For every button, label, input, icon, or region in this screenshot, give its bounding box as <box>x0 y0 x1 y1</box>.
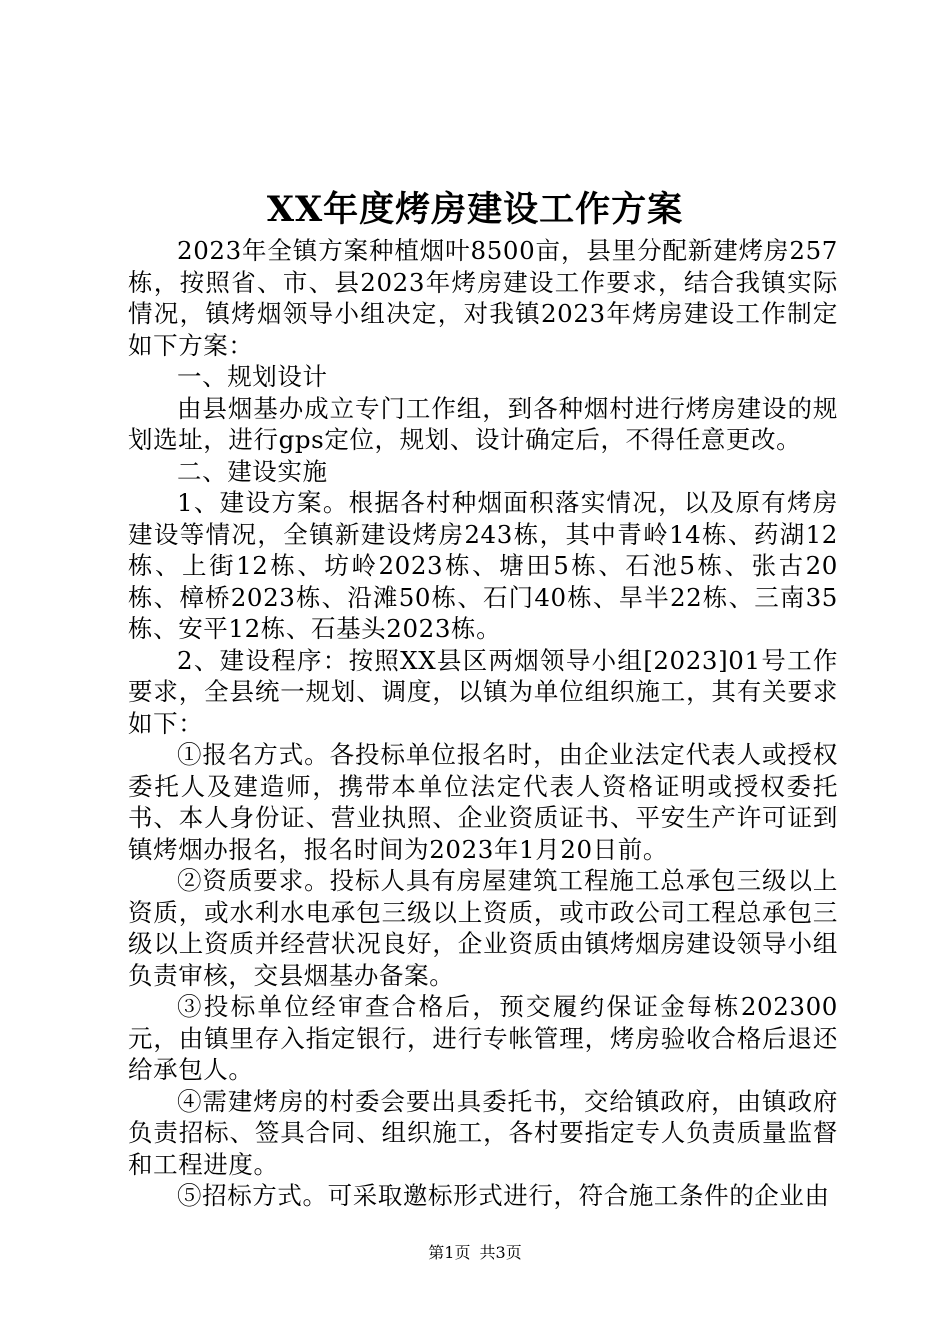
document-title: XX年度烤房建设工作方案 <box>266 189 684 230</box>
page-total: 共3页 <box>479 1243 522 1262</box>
list-item-bidding-method: ⑤招标方式。可采取邀标形式进行，符合施工条件的企业由 <box>177 1181 830 1210</box>
page-number: 第1页 <box>428 1243 471 1262</box>
paragraph-planning: 由县烟基办成立专门工作组，到各种烟村进行烤房建设的规划选址，进行gps定位，规划、设计确定后，不得任意更改。 <box>128 393 838 454</box>
section-heading-implementation: 二、建设实施 <box>177 456 328 486</box>
list-item-village-committee: ④需建烤房的村委会要出具委托书，交给镇政府，由镇政府负责招标、签具合同、组织施工，各村要指定专人负责质量监督和工程进度。 <box>128 1086 838 1179</box>
list-item-qualification: ②资质要求。投标人具有房屋建筑工程施工总承包三级以上资质，或水利水电承包三级以上资质，或市政公司工程总承包三级以上资质并经营状况良好，企业资质由镇烤烟房建设领导小组负责审核，交县烟基办备案。 <box>128 866 838 990</box>
list-item-registration: ①报名方式。各投标单位报名时，由企业法定代表人或授权委托人及建造师，携带本单位法定代表人资格证明或授权委托书、本人身份证、营业执照、企业资质证书、平安生产许可证到镇烤烟办报名，报名时间为2023年1月20日前。 <box>128 740 838 864</box>
document-body <box>128 235 838 1212</box>
page-footer <box>0 1242 950 1264</box>
list-item-deposit: ③投标单位经审查合格后，预交履约保证金每栋202300元，由镇里存入指定银行，进行专帐管理，烤房验收合格后退还给承包人。 <box>128 992 838 1084</box>
paragraph-intro: 2023年全镇方案种植烟叶8500亩，县里分配新建烤房257栋，按照省、市、县2023年烤房建设工作要求，结合我镇实际情况，镇烤烟领导小组决定，对我镇2023年烤房建设工作制定如下方案： <box>128 236 838 360</box>
paragraph-construction-plan: 1、建设方案。根据各村种烟面积落实情况，以及原有烤房建设等情况，全镇新建设烤房243栋，其中青岭14栋、药湖12栋、上街12栋、坊岭2023栋、塘田5栋、石池5栋、张古20栋、樟桥2023栋、沿滩50栋、石门40栋、旱半22栋、三南35栋、安平12栋、石基头2023栋。 <box>128 488 838 643</box>
paragraph-construction-procedure: 2、建设程序：按照XX县区两烟领导小组[2023]01号工作要求，全县统一规划、调度，以镇为单位组织施工，其有关要求如下： <box>128 645 838 738</box>
section-heading-planning: 一、规划设计 <box>177 362 328 391</box>
